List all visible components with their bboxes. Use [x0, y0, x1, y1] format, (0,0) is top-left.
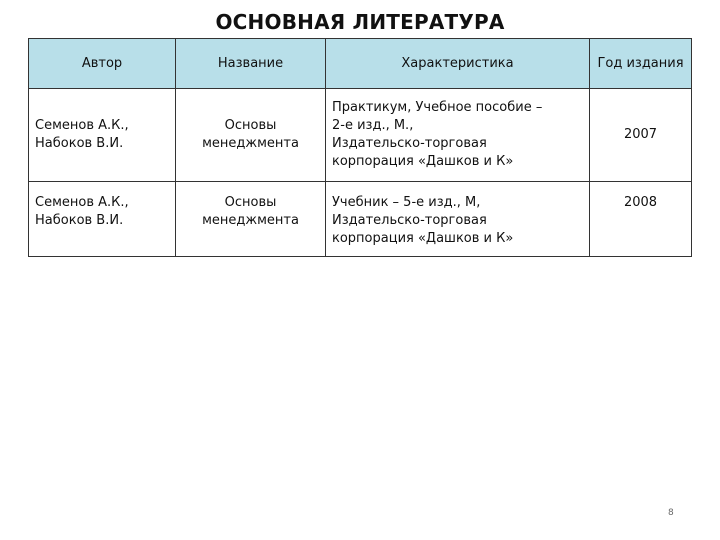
header-description: Характеристика — [326, 39, 590, 89]
page-number: 8 — [668, 508, 674, 518]
cell-author: Семенов А.К., Набоков В.И. — [29, 89, 176, 182]
header-year: Год издания — [590, 39, 692, 89]
slide-title: ОСНОВНАЯ ЛИТЕРАТУРА — [215, 10, 505, 34]
cell-description: Учебник – 5-е изд., М, Издательско-торговая корпорация «Дашков и К» — [326, 182, 590, 257]
cell-title: Основы менеджмента — [176, 89, 326, 182]
cell-year: 2007 — [590, 89, 692, 182]
table-row — [29, 182, 692, 257]
cell-year: 2008 — [590, 182, 692, 257]
cell-title: Основы менеджмента — [176, 182, 326, 257]
cell-description: Практикум, Учебное пособие – 2-е изд., М., Издательско-торговая корпорация «Дашков и К» — [326, 89, 590, 182]
table-header-row — [29, 39, 692, 89]
header-title: Название — [176, 39, 326, 89]
header-author: Автор — [29, 39, 176, 89]
literature-table — [28, 38, 692, 257]
cell-author: Семенов А.К., Набоков В.И. — [29, 182, 176, 257]
table-row — [29, 89, 692, 182]
